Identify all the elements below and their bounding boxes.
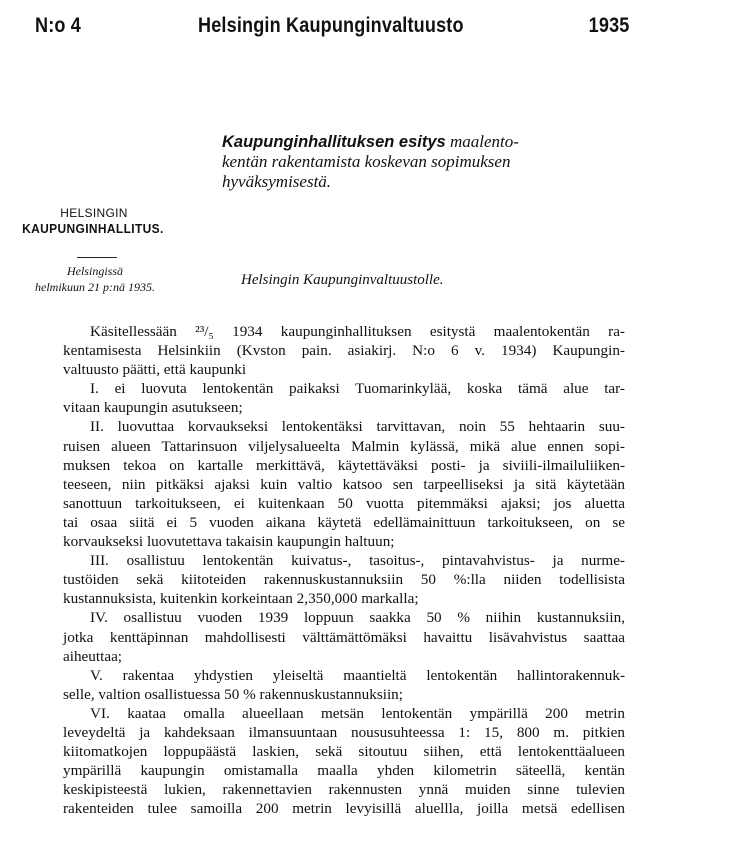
body-line: keskipisteestä lukien, rakennettavien rakennusten ynnä muiden sinne tulevien bbox=[63, 781, 625, 799]
proposal-title-line1-rest: maalento- bbox=[449, 132, 519, 151]
proposal-title-line3: hyväksymisestä. bbox=[222, 172, 332, 191]
sender-divider bbox=[77, 257, 117, 258]
body-line: selle, valtion osallistuessa 50 % rakennuskustannuksiin; bbox=[63, 685, 403, 703]
date-value: helmikuun 21 p:nä 1935. bbox=[35, 280, 155, 294]
sender-city: HELSINGIN bbox=[60, 206, 128, 220]
page-header bbox=[35, 10, 630, 50]
date-block bbox=[20, 263, 170, 295]
body-line: tustöiden sekä kiitoteiden rakennuskustannuksiin 50 %:lla niiden todellisista bbox=[63, 571, 625, 589]
body-text bbox=[63, 322, 625, 818]
body-line: kustannuksista, kuitenkin korkeintaan 2,350,000 markalla; bbox=[63, 590, 419, 608]
body-line: kentamisesta Helsinkiin (Kvston pain. asiakirj. N:o 6 v. 1934) Kaupungin- bbox=[63, 342, 625, 360]
body-line: kiitomatkojen loppupäästä laskien, sekä sitoutuu siihen, että lentokenttäalueen bbox=[63, 743, 625, 761]
date-place: Helsingissä bbox=[66, 264, 123, 278]
body-line: VI. kaataa omalla alueellaan metsän lentokentän ympärillä 200 metrin bbox=[90, 704, 625, 722]
body-line: teeseen, niin pitkäksi ajaksi kuin valtio katsoo sen tarpeelliseksi ja sitä käytetään bbox=[63, 475, 625, 493]
proposal-title-line2: kentän rakentamista koskevan sopimuksen bbox=[222, 152, 511, 171]
body-line: sanottuun tarkoitukseen, ei kuitenkaan 50 vuotta pitemmäksi ajaksi; jos aluetta bbox=[63, 494, 625, 512]
body-line: I. ei luovuta lentokentän paikaksi Tuomarinkylää, koska tämä alue tar- bbox=[90, 380, 625, 398]
body-line: Käsitellessään ²³/₅ 1934 kaupunginhallituksen esitystä maalentokentän ra- bbox=[90, 323, 625, 340]
body-line: tai osaa siitä ei 5 vuoden aikana käytetä edellämainittuun tarkoitukseen, on se bbox=[63, 513, 625, 531]
body-line: valtuusto päätti, että kaupunki bbox=[63, 361, 247, 379]
body-line: III. osallistuu lentokentän kuivatus-, tasoitus-, pintavahvistus- ja nurme- bbox=[90, 552, 625, 570]
body-line: V. rakentaa yhdystien yleiseltä maantieltä lentokentän hallintorakennuk- bbox=[90, 666, 625, 684]
publication-title: Helsingin Kaupunginvaltuusto bbox=[198, 14, 464, 37]
body-line: rakenteiden tulee samoilla 200 metrin levyisillä aluellla, joilla metsä edellisen bbox=[63, 800, 625, 818]
body-line: ruisen alueen Tattarinsuon viljelysalueelta Malmin kylässä, mikä alue ennen sopi- bbox=[63, 437, 625, 455]
body-line: jotka kenttäpinnan mahdollisesti välttämättömäksi havaittu lisävahvistus saattaa bbox=[63, 628, 625, 646]
body-line: vitaan kaupungin asutukseen; bbox=[63, 399, 243, 417]
issue-number: N:o 4 bbox=[35, 14, 82, 37]
body-line: aiheuttaa; bbox=[63, 647, 123, 665]
body-line: IV. osallistuu vuoden 1939 loppuun saakka 50 % niihin kustannuksiin, bbox=[90, 609, 625, 627]
sender-block bbox=[22, 206, 172, 258]
proposal-title-lead: Kaupunginhallituksen esitys bbox=[222, 133, 446, 151]
body-line: ympärillä kaupungin omistamalla maalla yhden kilometrin säteellä, kentän bbox=[63, 762, 625, 780]
body-line: leveydeltä ja kahdeksaan ilmansuuntaan noususuhteessa 1: 15, 800 m. pitkien bbox=[63, 723, 625, 741]
body-line: II. luovuttaa korvaukseksi lentokentäksi tarvittavan, noin 55 hehtaarin suu- bbox=[90, 418, 625, 436]
body-line: korvaukseksi luovutettava takaisin kaupungin haltuun; bbox=[63, 533, 395, 551]
addressee: Helsingin Kaupunginvaltuustolle. bbox=[241, 272, 444, 288]
sender-organization: KAUPUNGINHALLITUS. bbox=[22, 221, 164, 236]
proposal-title bbox=[222, 132, 622, 192]
publication-year: 1935 bbox=[589, 14, 630, 37]
body-line: muksen tekoa on kartalle merkittävä, käytettäväksi posti- ja siviili-ilmailuliiken- bbox=[63, 456, 625, 474]
